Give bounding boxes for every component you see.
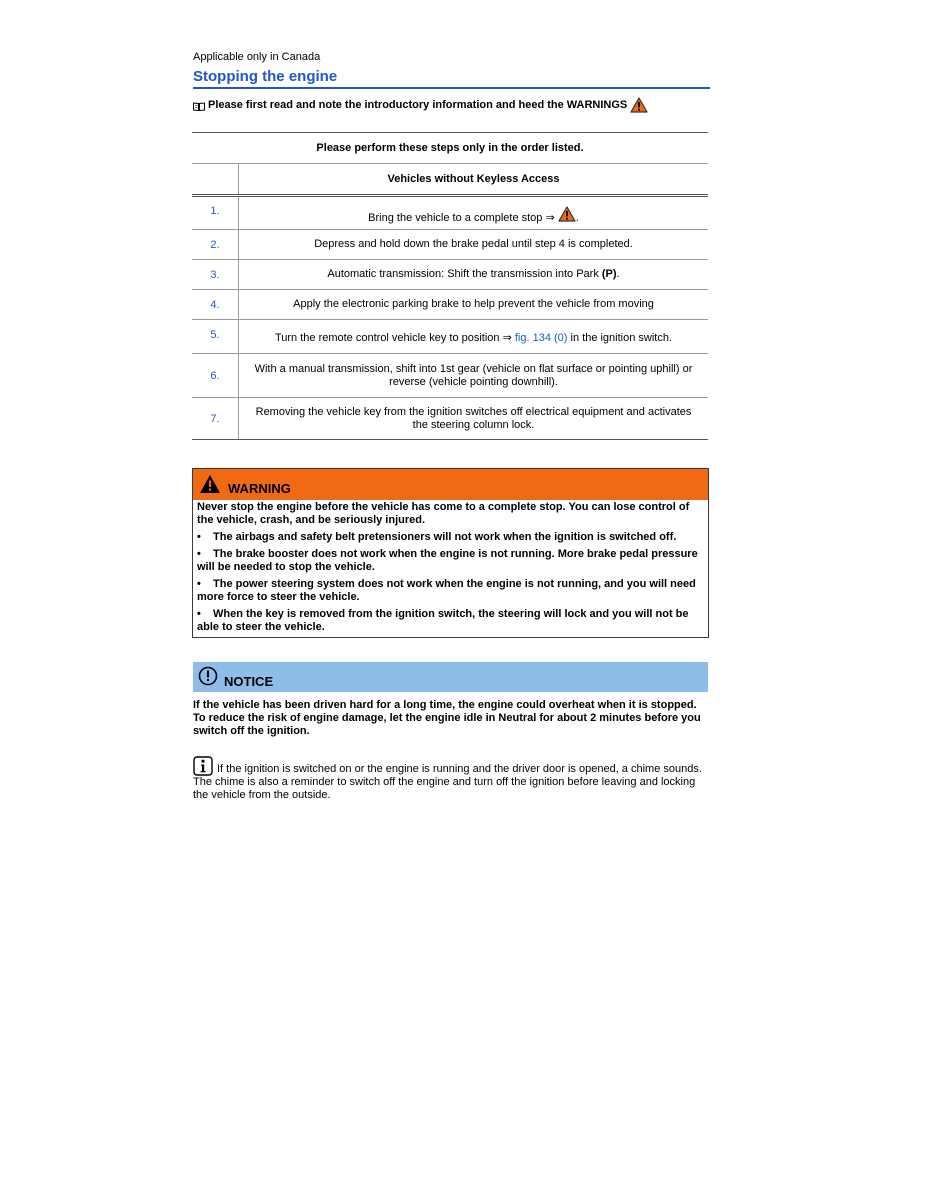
warning-intro: Never stop the engine before the vehicle has come to a complete stop. You can lose control of the vehicle, crash, and be seriously injured. — [197, 501, 690, 526]
warning-triangle-icon[interactable] — [558, 206, 576, 222]
warning-label: WARNING — [228, 481, 291, 496]
step-number: 5. — [192, 320, 239, 354]
step-number: 4. — [192, 290, 239, 320]
step-text: Apply the electronic parking brake to help prevent the vehicle from moving — [239, 290, 709, 320]
step-text: With a manual transmission, shift into 1st gear (vehicle on flat surface or pointing uphill) or reverse (vehicle pointing downhill). — [239, 354, 709, 398]
step-number: 7. — [192, 398, 239, 440]
step-text: Removing the vehicle key from the ignition switches off electrical equipment and activates the steering column lock. — [239, 398, 709, 440]
book-icon — [193, 102, 205, 111]
warning-bullet: • The power steering system does not work when the engine is not running, and you will need more force to steer the vehicle. — [197, 578, 696, 603]
table-header-main: Please perform these steps only in the order listed. — [192, 133, 708, 164]
intro-text: Please first read and note the introductory information and heed the WARNINGS — [208, 99, 628, 111]
table-row — [192, 260, 708, 290]
warning-header — [193, 469, 708, 500]
warning-box — [192, 468, 709, 638]
step-text: Automatic transmission: Shift the transmission into Park (P). — [239, 260, 709, 290]
warning-bullet: • The airbags and safety belt pretensioners will not work when the ignition is switched off. — [197, 531, 677, 543]
step-number: 3. — [192, 260, 239, 290]
warning-body — [193, 500, 708, 637]
exclamation-circle-icon — [198, 666, 218, 686]
steps-table — [192, 132, 708, 440]
table-header-empty-cell — [192, 164, 239, 196]
table-row — [192, 354, 708, 398]
table-row — [192, 290, 708, 320]
warning-triangle-icon — [199, 474, 221, 494]
info-text: If the ignition is switched on or the engine is running and the driver door is opened, a chime sounds. The chime is also a reminder to switch off the engine and turn off the ignition before leaving and locking the vehicle from the outside. — [193, 763, 702, 801]
table-row — [192, 320, 708, 354]
table-header-sub: Vehicles without Keyless Access — [239, 164, 709, 196]
table-row — [192, 398, 708, 440]
step-text: Depress and hold down the brake pedal until step 4 is completed. — [239, 230, 709, 260]
notice-label: NOTICE — [224, 674, 274, 689]
step-text: Bring the vehicle to a complete stop ⇒ . — [239, 196, 709, 230]
info-note — [193, 756, 710, 802]
figure-link[interactable]: fig. 134 (0) — [514, 332, 568, 344]
table-row — [192, 196, 708, 230]
step-number: 1. — [192, 196, 239, 230]
info-icon — [193, 756, 213, 776]
warning-bullet: • The brake booster does not work when the engine is not running. More brake pedal pressure will be needed to stop the vehicle. — [197, 548, 698, 573]
warning-bullet: • When the key is removed from the ignition switch, the steering will lock and you will not be able to steer the vehicle. — [197, 608, 689, 633]
page-title: Stopping the engine — [193, 68, 710, 89]
notice-text: If the vehicle has been driven hard for a long time, the engine could overheat when it is stopped. To reduce the risk of engine damage, let the engine idle in Neutral for about 2 minutes before you switch off the ignition. — [193, 699, 701, 737]
step-number: 6. — [192, 354, 239, 398]
step-text: Turn the remote control vehicle key to position ⇒ fig. 134 (0) in the ignition switch. — [239, 320, 709, 354]
notice-header — [193, 662, 708, 692]
step-number: 2. — [192, 230, 239, 260]
intro-line — [193, 97, 648, 113]
table-row — [192, 230, 708, 260]
warning-triangle-icon[interactable] — [630, 97, 648, 113]
applicability-note: Applicable only in Canada — [193, 51, 321, 63]
